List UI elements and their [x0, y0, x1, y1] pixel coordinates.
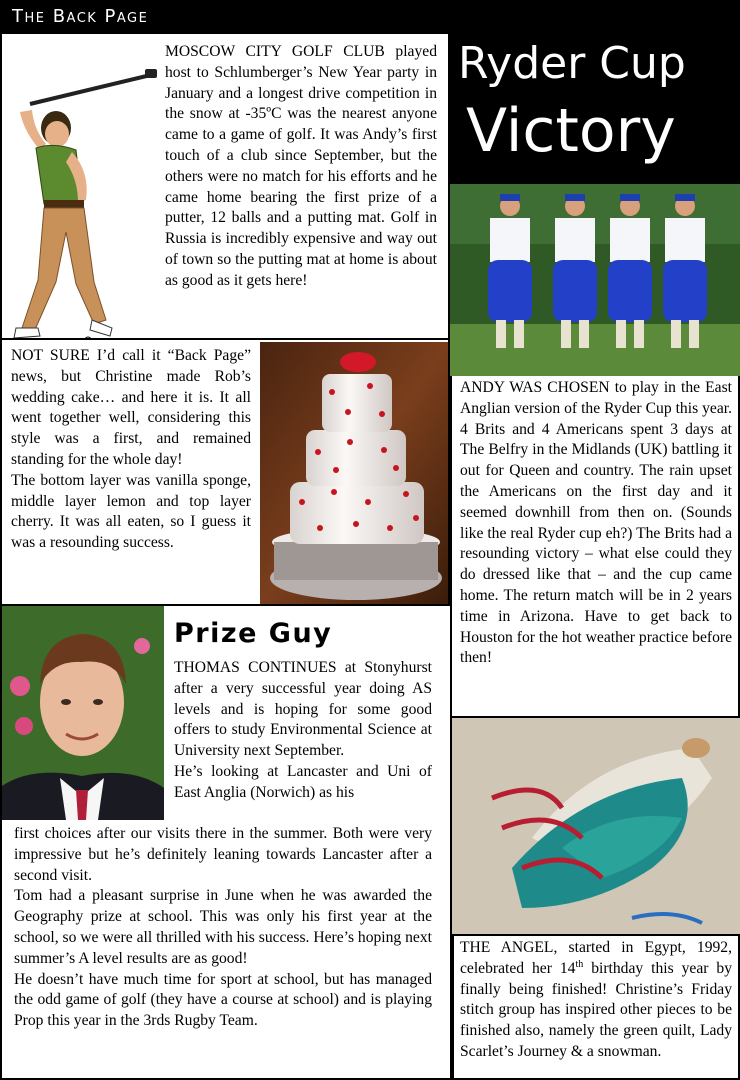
prize-guy-paragraph-1: THOMAS CONTINUES at Stonyhurst after a very successful year doing AS levels and is hoping for some good offers to study Environmental Science at University next September. [174, 659, 432, 760]
angel-cross-stitch-photo [452, 718, 740, 936]
prize-guy-paragraph-4: He doesn’t have much time for sport at school, but has managed the odd game of golf (they have a course at school) and is playing Prop this year in the 3rds Rugby Team. [14, 970, 432, 1030]
ryder-cup-team-photo [450, 184, 740, 376]
angel-text-part-1: THE ANGEL, started in Egypt, 1992, celebrated her 14 [460, 939, 732, 977]
golfer-illustration [10, 52, 160, 340]
prize-guy-paragraph-3: Tom had a pleasant surprise in June when he was awarded the Geography prize at school. This was only his first year at the school, so we were all thrilled with his success. Here’s hoping next summer’s A level results are as good! [14, 887, 432, 967]
prize-guy-paragraph-2b: first choices after our visits there in the summer. Both were very impressive but he’s definitely leaning towards Lancaster after a second visit. [14, 825, 432, 884]
ryder-cup-title-block [450, 32, 740, 184]
golf-story [0, 32, 450, 340]
golf-story-text: MOSCOW CITY GOLF CLUB played host to Schlumberger’s New Year party in January and a longest drive competition in the snow at -35ºC was the nearest anyone came to a game of golf. It was Andy’s first touch of a club since September, but the others were no match for his efforts and he came home bearing the first prize of a putter, 12 balls and a putting mat. Golf in Russia is incredibly expensive and way out of town so the putting mat at home is about as good as it gets here! [165, 43, 437, 289]
page-header-title: The Back Page [12, 6, 149, 27]
page-header [0, 0, 740, 32]
angel-text-part-2: birthday this year by finally being finished! Christine’s Friday stitch group has inspired other pieces to be finished also, namely the green quilt, Lady Scarlet’s Journey & a snowman. [460, 959, 732, 1060]
prize-guy-paragraph-2a: He’s looking at Lancaster and Uni of East Anglia (Norwich) as his [174, 763, 432, 801]
wedding-cake-photo [260, 342, 450, 604]
angel-story-text [460, 938, 732, 1063]
angel-story [452, 934, 740, 1080]
prize-guy-story [0, 604, 452, 1080]
cake-story-paragraph-2: The bottom layer was vanilla sponge, middle layer lemon and top layer cherry. It was all eaten, so I guess it was a resounding success. [11, 471, 251, 552]
thomas-portrait-photo [2, 606, 164, 820]
ryder-cup-title-line-1: Ryder Cup [458, 38, 686, 89]
ryder-cup-title-line-2: Victory [466, 96, 676, 166]
ryder-cup-story-text: ANDY WAS CHOSEN to play in the East Anglian version of the Ryder Cup this year. 4 Brits and 4 Americans spent 3 days at The Belfry in the Midlands (UK) battling it out for Queen and country. The rain upset the Americans on the first day and it seemed downhill from then on. (Sounds like the real Ryder cup eh?) The Brits had a resounding victory – what else could they do dressed like that – and the cup came home. The return match will be in 2 years time in Arizona. Have to get back to Houston for the hot weather practice before then! [460, 379, 732, 667]
prize-guy-continued [14, 824, 432, 1032]
prize-guy-title: Prize Guy [174, 618, 333, 649]
ryder-cup-story [450, 376, 740, 718]
angel-text-ordinal: th [575, 958, 584, 970]
cake-story [0, 338, 450, 606]
cake-story-paragraph-1: NOT SURE I’d call it “Back Page” news, but Christine made Rob’s wedding cake… and here it is. It all went together well, considering this style was a first, and remained standing for the whole day! [11, 347, 251, 468]
